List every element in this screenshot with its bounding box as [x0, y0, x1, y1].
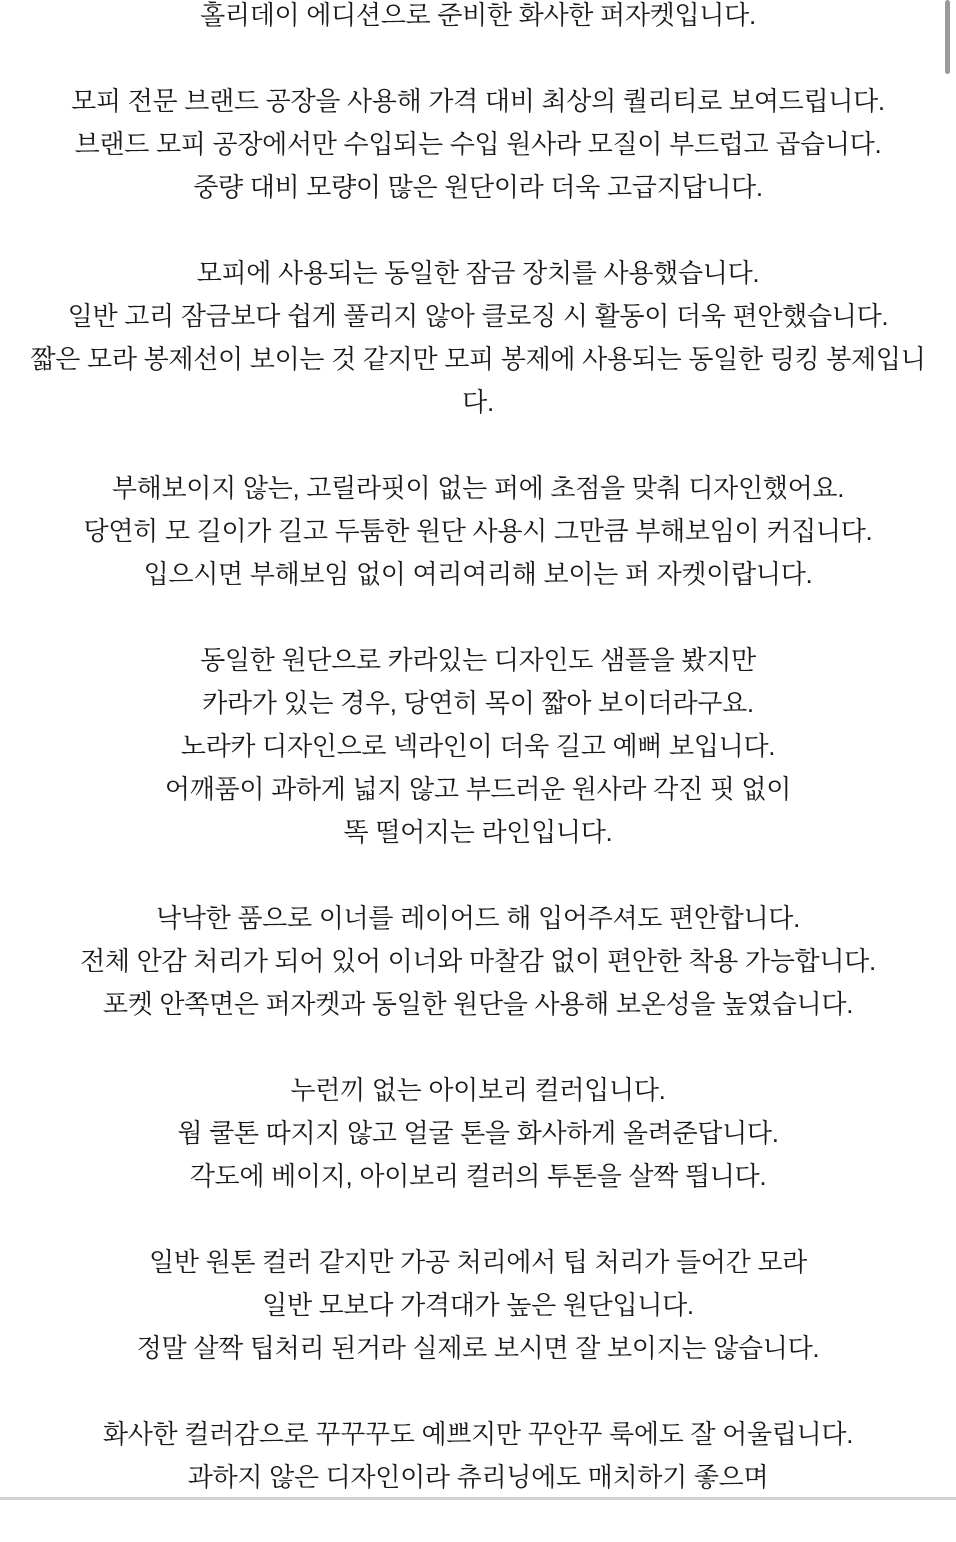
- description-line: 일반 고리 잠금보다 쉽게 풀리지 않아 클로징 시 활동이 더욱 편안했습니다.: [67, 301, 889, 331]
- description-line: 중량 대비 모량이 많은 원단이라 더욱 고급지답니다.: [193, 172, 763, 202]
- description-line: 홀리데이 에디션으로 준비한 화사한 퍼자켓입니다.: [200, 0, 756, 30]
- description-line: 동일한 원단으로 카라있는 디자인도 샘플을 봤지만: [200, 645, 756, 675]
- description-line: 각도에 베이지, 아이보리 컬러의 투톤을 살짝 띕니다.: [189, 1161, 767, 1191]
- description-paragraph: [0, 639, 956, 854]
- description-line: 부해보이지 않는, 고릴라핏이 없는 퍼에 초점을 맞춰 디자인했어요.: [111, 473, 845, 503]
- description-line: 어깨품이 과하게 넓지 않고 부드러운 원사라 각진 핏 없이: [164, 774, 792, 804]
- description-line: 당연히 모 길이가 길고 두툼한 원단 사용시 그만큼 부해보임이 커집니다.: [83, 516, 873, 546]
- description-line: 브랜드 모피 공장에서만 수입되는 수입 원사라 모질이 부드럽고 곱습니다.: [74, 129, 882, 159]
- description-line: 일반 원톤 컬러 같지만 가공 처리에서 팁 처리가 들어간 모라: [149, 1247, 807, 1277]
- description-paragraph: [0, 1413, 956, 1499]
- description-line: 모피에 사용되는 동일한 잠금 장치를 사용했습니다.: [196, 258, 760, 288]
- description-paragraph: [0, 467, 956, 596]
- description-line: 다.: [462, 387, 494, 417]
- description-paragraph: [0, 80, 956, 209]
- description-line: 과하지 않은 디자인이라 츄리닝에도 매치하기 좋으며: [187, 1462, 769, 1492]
- description-line: 전체 안감 처리가 되어 있어 이너와 마찰감 없이 편안한 착용 가능합니다.: [80, 946, 876, 976]
- description-line: 화사한 컬러감으로 꾸꾸꾸도 예쁘지만 꾸안꾸 룩에도 잘 어울립니다.: [102, 1419, 854, 1449]
- description-line: 입으시면 부해보임 없이 여리여리해 보이는 퍼 자켓이랍니다.: [143, 559, 813, 589]
- description-paragraph: [0, 0, 956, 37]
- description-paragraph: [0, 897, 956, 1026]
- description-line: 노라카 디자인으로 넥라인이 더욱 길고 예뻐 보입니다.: [180, 731, 776, 761]
- description-line: 똑 떨어지는 라인입니다.: [343, 817, 613, 847]
- description-line: 웜 쿨톤 따지지 않고 얼굴 톤을 화사하게 올려준답니다.: [177, 1118, 779, 1148]
- description-line: 정말 살짝 팁처리 된거라 실제로 보시면 잘 보이지는 않습니다.: [136, 1333, 820, 1363]
- description-line: 포켓 안쪽면은 퍼자켓과 동일한 원단을 사용해 보온성을 높였습니다.: [102, 989, 854, 1019]
- description-line: 누런끼 없는 아이보리 컬러입니다.: [290, 1075, 666, 1105]
- description-line: 일반 모보다 가격대가 높은 원단입니다.: [262, 1290, 694, 1320]
- description-paragraph: [0, 1069, 956, 1198]
- scrollbar-thumb[interactable]: [945, 0, 950, 74]
- description-paragraph: [0, 1241, 956, 1370]
- description-line: 낙낙한 품으로 이너를 레이어드 해 입어주셔도 편안합니다.: [155, 903, 801, 933]
- description-paragraph: [0, 252, 956, 424]
- description-line: 모피 전문 브랜드 공장을 사용해 가격 대비 최상의 퀄리티로 보여드립니다.: [71, 86, 885, 116]
- description-line: 짧은 모라 봉제선이 보이는 것 같지만 모피 봉제에 사용되는 동일한 링킹 봉제입니: [30, 344, 926, 374]
- description-line: 카라가 있는 경우, 당연히 목이 짧아 보이더라구요.: [202, 688, 754, 718]
